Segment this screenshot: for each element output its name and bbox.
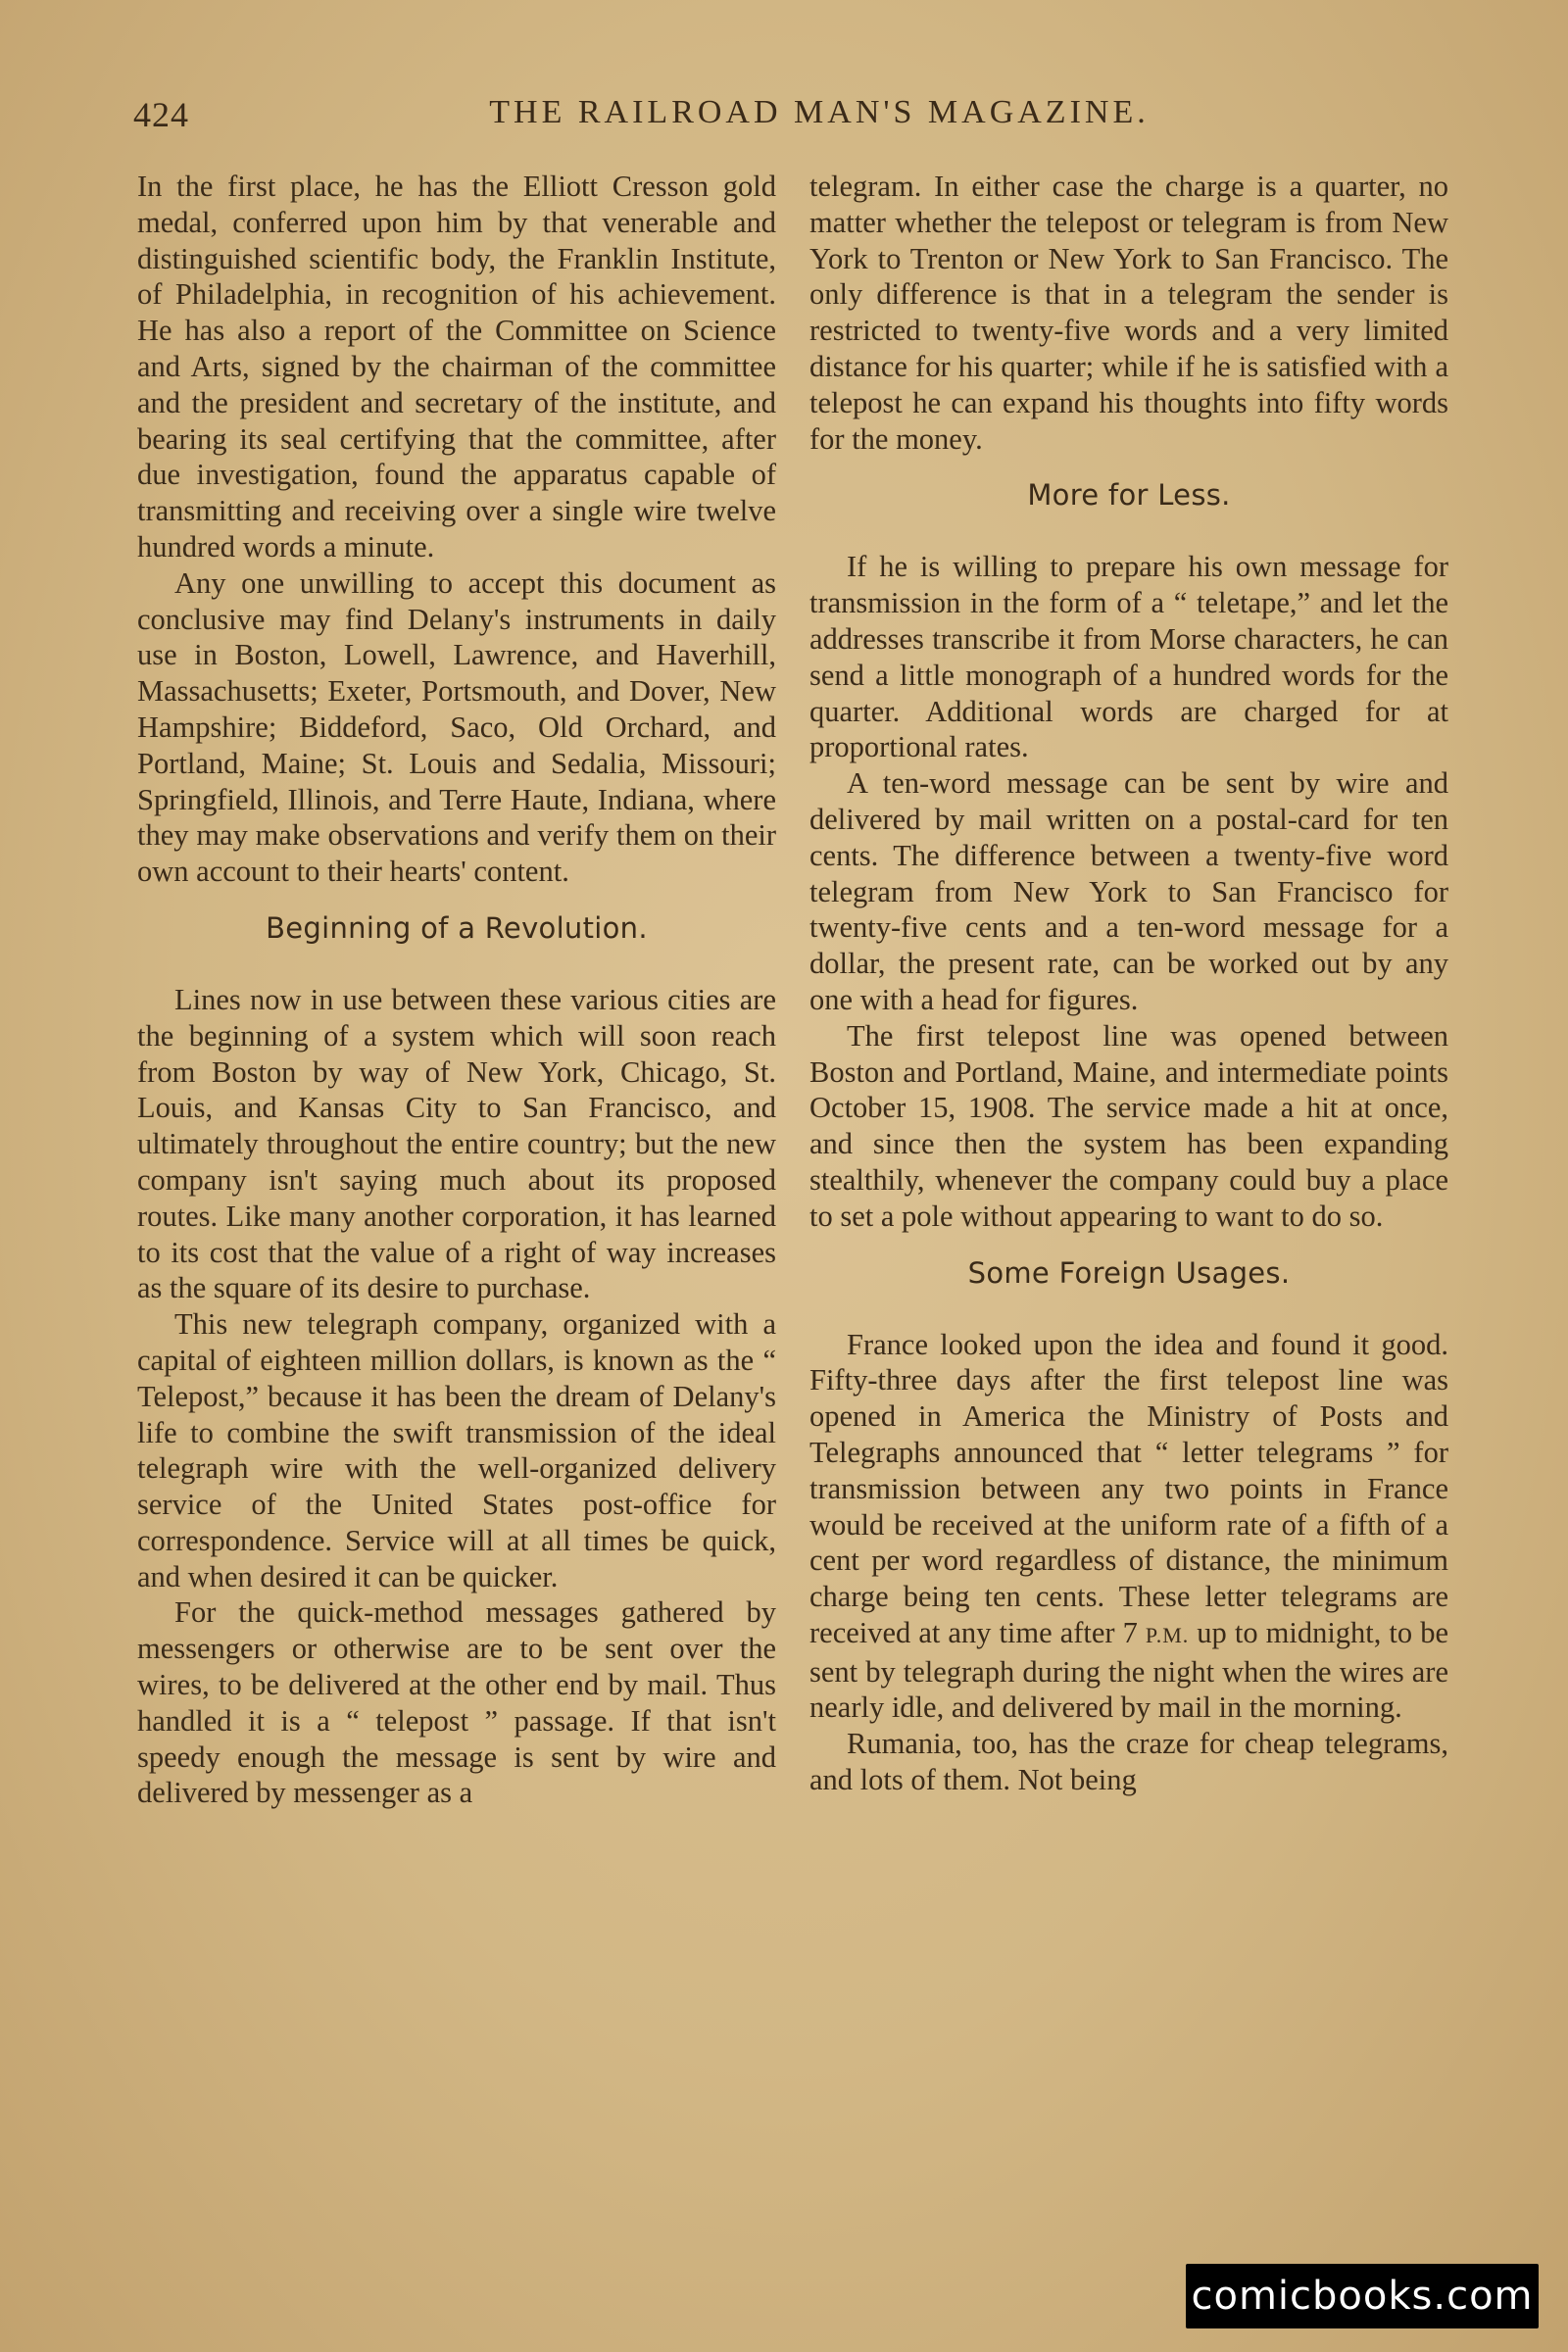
- section-heading: More for Less.: [1027, 478, 1231, 513]
- paragraph: In the first place, he has the Elliott Cresson gold medal, conferred upon him by that venerable and distinguished scientific body, the Franklin Institute, of Philadelphia, in recognition of his achievement. He has also a report of the Committee on Science and Arts, signed by the chairman of the committee and the president and secretary of the institute, and bearing its seal certifying that the committee, after due investigation, found the apparatus capable of transmitting and receiving over a single wire twelve hundred words a minute.: [137, 170, 776, 564]
- running-title: THE RAILROAD MAN'S MAGAZINE.: [489, 94, 1150, 130]
- paragraph: Any one unwilling to accept this document as conclusive may find Delany's instruments in daily use in Boston, Lowell, Lawrence, and Haverhill, Massachusetts; Exeter, Portsmouth, and Dover, New Hampshire; Biddeford, Saco, Old Orchard, and Portland, Maine; St. Louis and Sedalia, Missouri; Springfield, Illinois, and Terre Haute, Indiana, where they may make observations and verify them on their own account to their hearts' content.: [137, 565, 776, 889]
- paragraph: [809, 1327, 1448, 1727]
- time-abbreviation: P.M.: [1145, 1622, 1190, 1647]
- paragraph: telegram. In either case the charge is a quarter, no matter whether the telepost or telegram is from New York to Trenton or New York to San Francisco. The only difference is that in a telegram the sender is restricted to twenty-five words and a very limited distance for his quarter; while if he is satisfied with a telepost he can expand his thoughts into fifty words for the money.: [809, 170, 1448, 456]
- paragraph: Rumania, too, has the craze for cheap telegrams, and lots of them. Not being: [809, 1727, 1448, 1797]
- paragraph: The first telepost line was opened between Boston and Portland, Maine, and intermediate points October 15, 1908. The service made a hit at once, and since then the system has been expanding stealthily, whenever the company could buy a place to set a pole without appearing to want to do so.: [809, 1018, 1448, 1233]
- paragraph: For the quick-method messages gathered by messengers or otherwise are to be sent over the wires, to be delivered at the other end by mail. Thus handled it is a “ telepost ” passage. If that isn't speedy enough the message is sent by wire and delivered by messenger as a: [137, 1595, 776, 1810]
- paragraph-text: up to midnight, to be sent by telegraph during the night when the wires are nearly idle, and delivered by mail in the morning.: [809, 1615, 1448, 1725]
- page-number: 424: [133, 95, 189, 134]
- page-header: [133, 94, 1446, 143]
- left-column: [137, 169, 776, 1811]
- paragraph: This new telegraph company, organized with a capital of eighteen million dollars, is known as the “ Telepost,” because it has been the dream of Delany's life to combine the swift transmission of the ideal telegraph wire with the well-organized delivery service of the United States post-office for correspondence. Service will at all times be quick, and when desired it can be quicker.: [137, 1307, 776, 1593]
- right-column: [809, 169, 1448, 1798]
- paragraph-text: France looked upon the idea and found it good. Fifty-three days after the first telepost line was opened in America the Ministry of Posts and Telegraphs announced that “ letter telegrams ” for transmission between any two points in France would be received at the uniform rate of a fifth of a cent per word regardless of distance, the minimum charge being ten cents. These letter telegrams are received at any time after 7: [809, 1327, 1448, 1649]
- paragraph: If he is willing to prepare his own message for transmission in the form of a “ teletape,” and let the addresses transcribe it from Morse characters, he can send a little monograph of a hundred words for the quarter. Additional words are charged for at proportional rates.: [809, 550, 1448, 764]
- paragraph: Lines now in use between these various cities are the beginning of a system which will soon reach from Boston by way of New York, Chicago, St. Louis, and Kansas City to San Francisco, and ultimately throughout the entire country; but the new company isn't saying much about its proposed routes. Like many another corporation, it has learned to its cost that the value of a right of way increases as the square of its desire to purchase.: [137, 982, 776, 1305]
- site-watermark: comicbooks.com: [1186, 2264, 1539, 2328]
- section-heading: Beginning of a Revolution.: [266, 910, 648, 945]
- paragraph: A ten-word message can be sent by wire and delivered by mail written on a postal-card for ten cents. The difference between a twenty-five word telegram from New York to San Francisco for twenty-five cents and a ten-word message for a dollar, the present rate, can be worked out by any one with a head for figures.: [809, 766, 1448, 1016]
- section-heading: Some Foreign Usages.: [967, 1255, 1291, 1290]
